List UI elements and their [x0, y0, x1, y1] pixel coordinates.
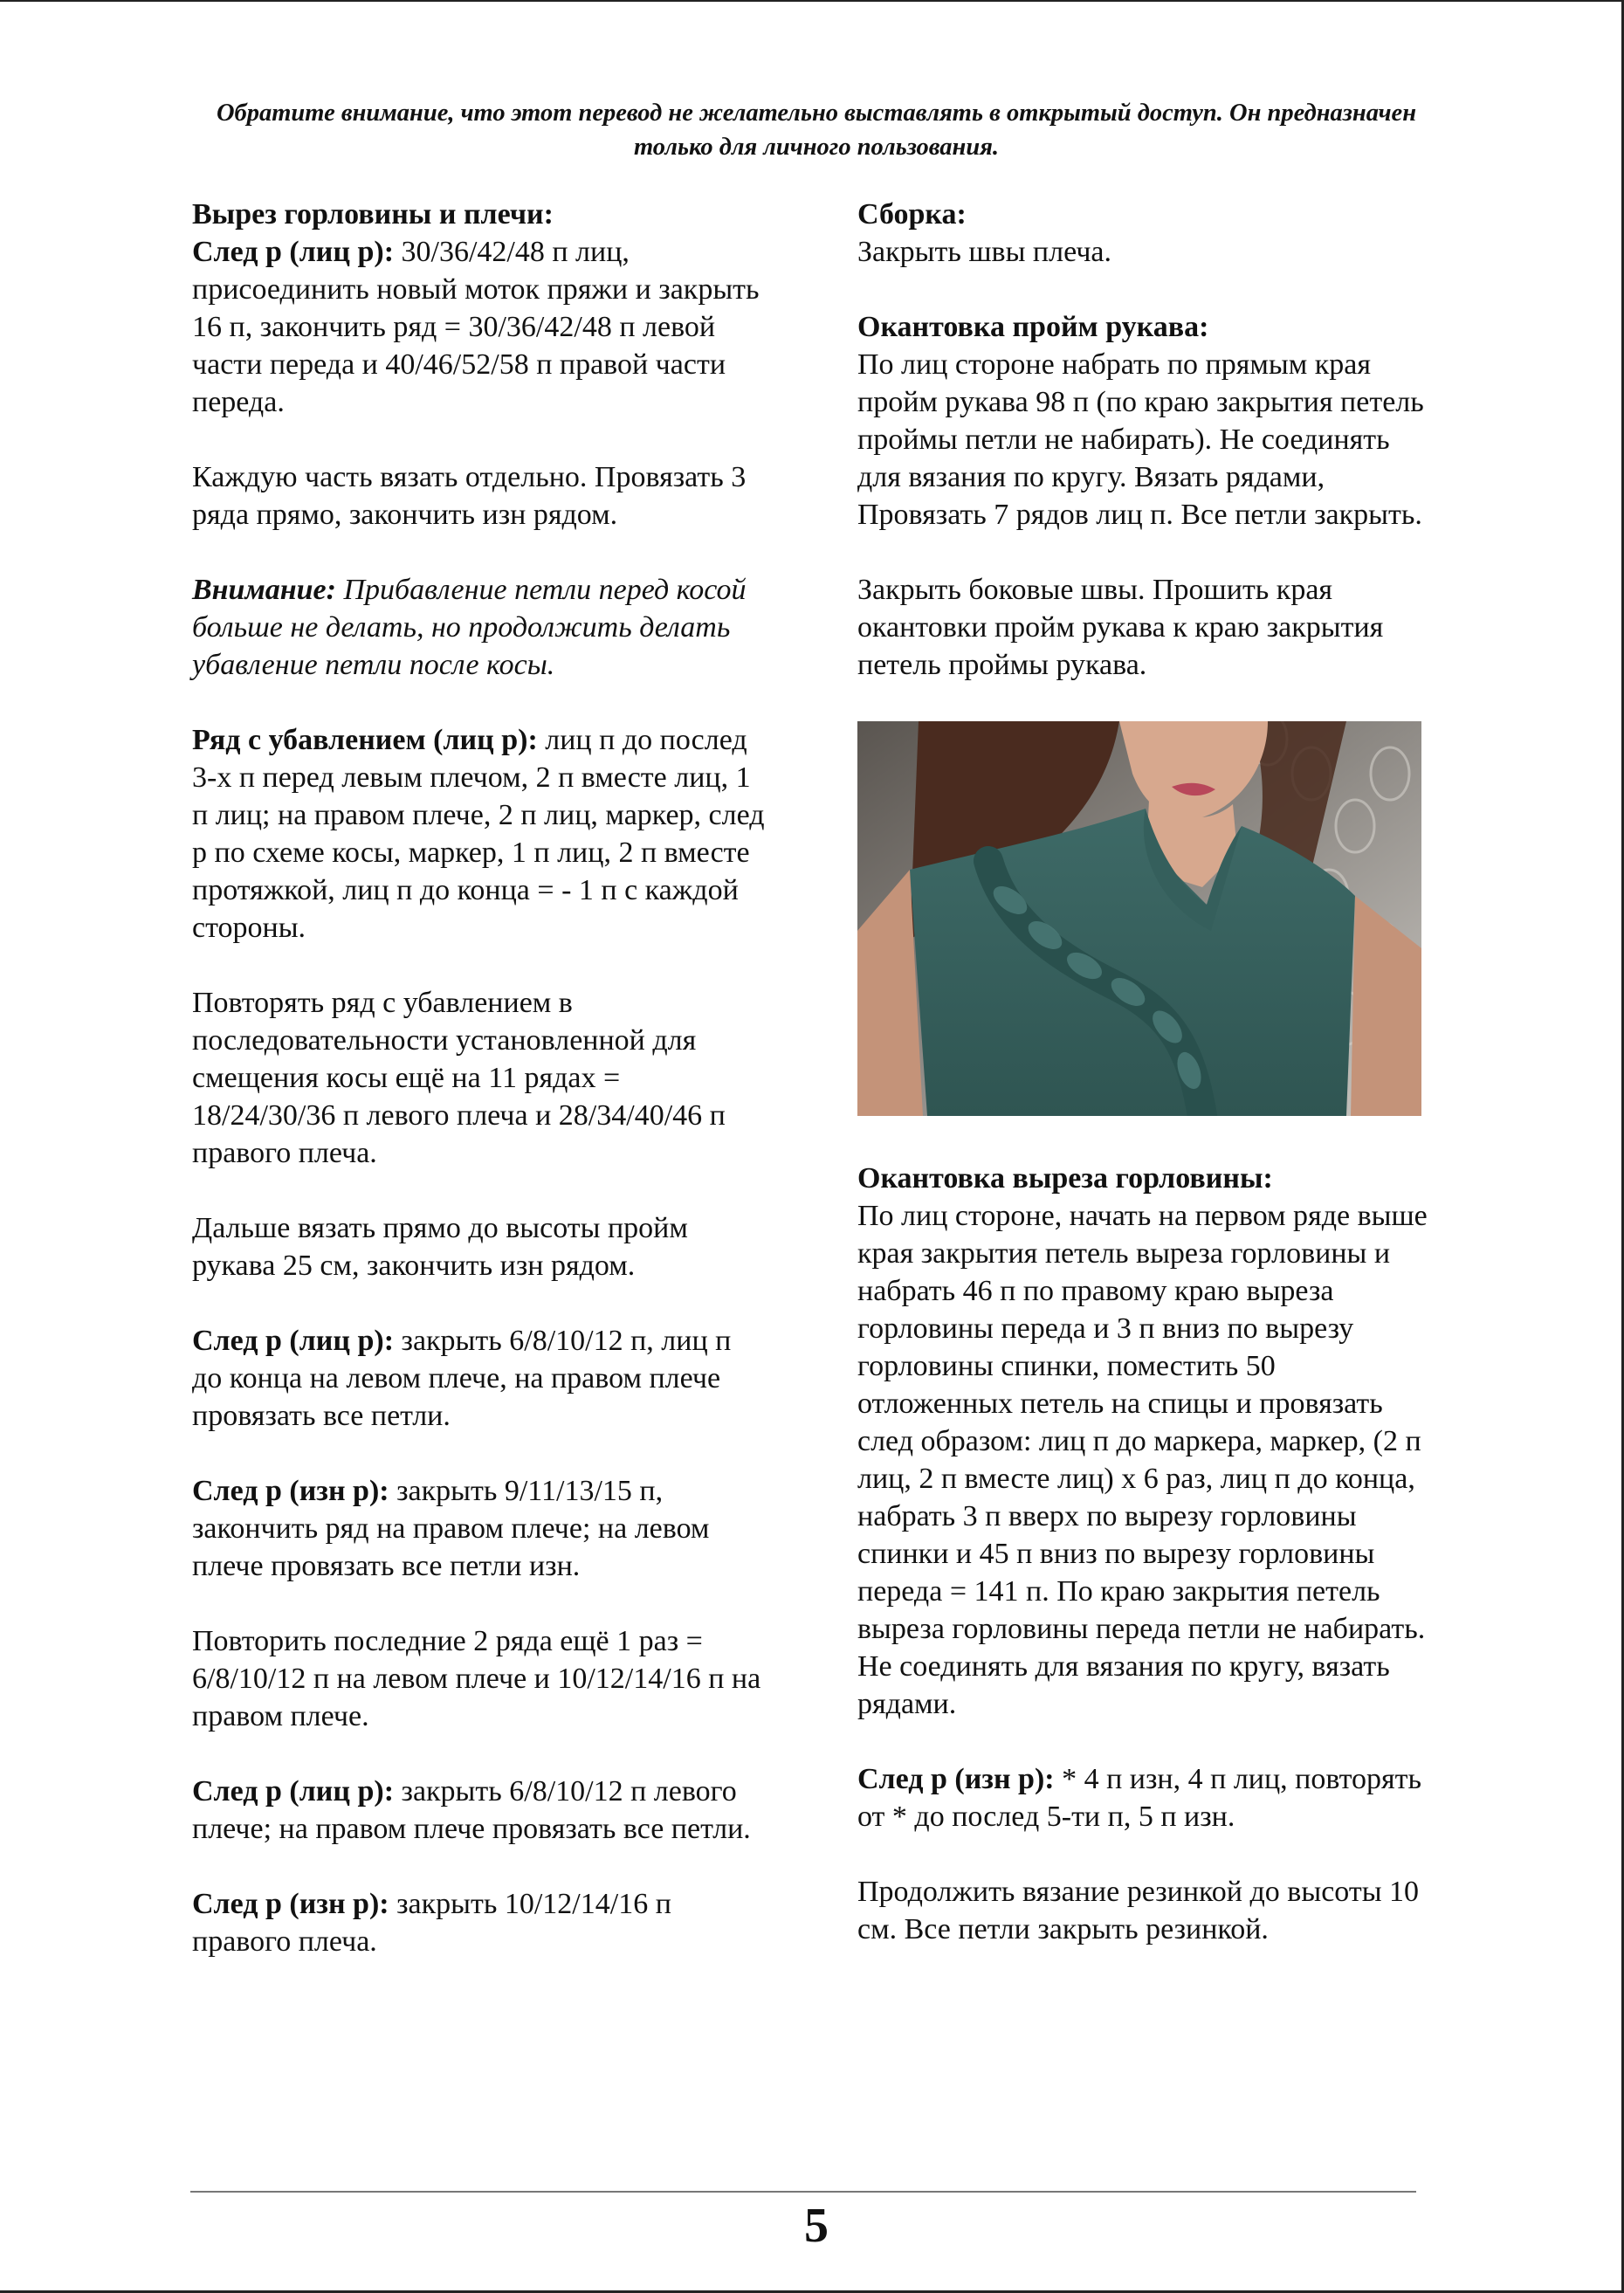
paragraph-work-separately: Каждую часть вязать отдельно. Провязать 3 ряда прямо, закончить изн рядом. — [192, 461, 747, 531]
paragraph-bind-off-ws-2: След р (изн р): закрыть 10/12/14/16 п правого плеча. — [192, 1888, 671, 1958]
armhole-edging-heading: Окантовка пройм рукава: — [857, 311, 1209, 343]
neckband-heading: Окантовка выреза горловины: — [857, 1162, 1273, 1195]
paragraph-continue-rib: Продолжить вязание резинкой до высоты 10 см. Все петли закрыть резинкой. — [857, 1876, 1420, 1945]
neck-shoulders-heading: Вырез горловины и плечи: — [192, 198, 554, 231]
paragraph-repeat-decrease: Повторять ряд с убавлением в последовательности установленной для смещения косы ещё на 11 рядах = 18/24/30/36 п левого плеча и 28/34/40/46 п правого плеча. — [192, 987, 726, 1169]
page-number: 5 — [804, 2199, 829, 2253]
side-seams-text: Закрыть боковые швы. Прошить края окантовки пройм рукава к краю закрытия петель проймы рукава. — [857, 574, 1384, 681]
paragraph-work-straight: Дальше вязать прямо до высоты пройм рукава 25 см, закончить изн рядом. — [192, 1212, 688, 1282]
paragraph-rib-row: След р (изн р): * 4 п изн, 4 п лиц, повторять от * до послед 5-ти п, 5 п изн. — [857, 1763, 1421, 1833]
footer-divider — [190, 2191, 1416, 2193]
neckband-text: По лиц стороне, начать на первом ряде выше края закрытия петель выреза горловины и набрать 46 п по правому краю выреза горловины переда и 3 п вниз по вырезу горловины спинки, поместить 50 отложенных петель на спицы и провязать след образом: лиц п до маркера, маркер, (2 п лиц, 2 п вместе лиц) х 6 раз, лиц п до конца, набрать 3 п вверх по вырезу горловины спинки и 45 п вниз по вырезу горловины переда = 141 п. По краю закрытия петель выреза горловины переда петли не набирать. Не соединять для вязания по кругу, вязать рядами. — [857, 1200, 1428, 1720]
paragraph-bind-off-rs-2: След р (лиц р): закрыть 6/8/10/12 п левого плече; на правом плече провязать все петли. — [192, 1775, 751, 1845]
armhole-edging-text: По лиц стороне набрать по прямым края пройм рукава 98 п (по краю закрытия петель проймы петли не набирать). Не соединять для вязания по кругу. Вязать рядами, Провязать 7 рядов лиц п. Все петли закрыть. — [857, 348, 1424, 531]
paragraph-repeat-last-rows: Повторить последние 2 ряда ещё 1 раз = 6/8/10/12 п на левом плече и 10/12/14/16 п на правом плече. — [192, 1625, 761, 1732]
assembly-heading: Сборка: — [857, 198, 967, 231]
assembly-text: Закрыть швы плеча. — [857, 236, 1112, 268]
paragraph-next-row-rs: След р (лиц р): 30/36/42/48 п лиц, присоединить новый моток пряжи и закрыть 16 п, закончить ряд = 30/36/42/48 п левой части переда и 40/46/52/58 п правой части переда. — [192, 236, 760, 418]
paragraph-bind-off-ws-1: След р (изн р): закрыть 9/11/13/15 п, закончить ряд на правом плече; на левом плече провязать все петли изн. — [192, 1475, 710, 1582]
attention-note: Внимание: Прибавление петли перед косой больше не делать, но продолжить делать убавление петли после косы. — [192, 574, 747, 681]
paragraph-bind-off-rs-1: След р (лиц р): закрыть 6/8/10/12 п, лиц п до конца на левом плече, на правом плече провязать все петли. — [192, 1325, 732, 1432]
paragraph-decrease-row: Ряд с убавлением (лиц р): лиц п до послед 3-х п перед левым плечом, 2 п вместе лиц, 1 п лиц; на правом плече, 2 п лиц, маркер, след р по схеме косы, маркер, 1 п лиц, 2 п вместе протяжкой, лиц п до конца = - 1 п с каждой стороны. — [192, 724, 765, 944]
privacy-notice: Обратите внимание, что этот перевод не желательно выставлять в открытый доступ. Он предназначен только для личного пользования. — [216, 100, 1417, 161]
right-column — [857, 196, 1434, 1986]
left-column — [192, 196, 768, 1998]
sweater-photo — [857, 721, 1421, 1116]
